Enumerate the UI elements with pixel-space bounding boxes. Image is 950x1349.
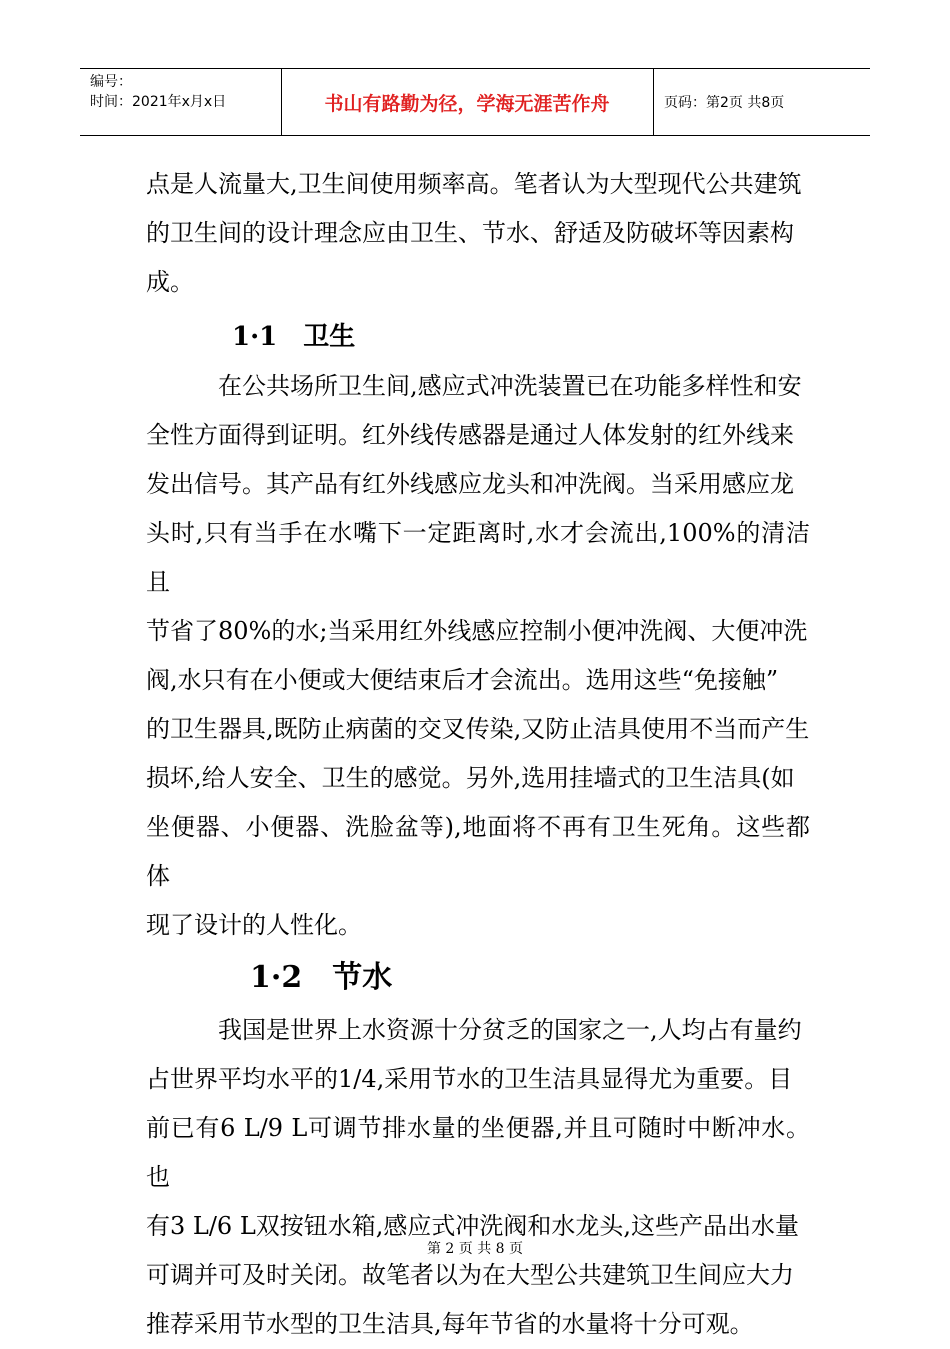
header-page-info: 页码：第2页 共8页	[664, 95, 785, 111]
document-body	[146, 160, 810, 1349]
intro-paragraph: 点是人流量大,卫生间使用频率高。笔者认为大型现代公共建筑 的卫生间的设计理念应由卫生、节水、舒适及防破坏等因素构 成。	[146, 170, 802, 296]
section-paragraph-water-saving: 我国是世界上水资源十分贫乏的国家之一,人均占有量约 占世界平均水平的1/4,采用节水的卫生洁具显得尤为重要。目 前已有6 L/9 L可调节排水量的坐便器,并且可随时中断冲水。也 有3 L/6 L双按钮水箱,感应式冲洗阀和水龙头,这些产品出水量 可调并可及时关闭。故笔者以为在大型公共建筑卫生间应大力 推荐采用节水型的卫生洁具,每年节省的水量将十分可观。	[146, 1016, 810, 1338]
document-time: 时间：2021年x月x日	[90, 94, 227, 110]
section-paragraph-sanitation: 在公共场所卫生间,感应式冲洗装置已在功能多样性和安 全性方面得到证明。红外线传感器是通过人体发射的红外线来 发出信号。其产品有红外线感应龙头和冲洗阀。当采用感应龙 头时,只有当手在水嘴下一定距离时,水才会流出,100%的清洁且 节省了80%的水;当采用红外线感应控制小便冲洗阀、大便冲洗 阀,水只有在小便或大便结束后才会流出。选用这些“免接触” 的卫生器具,既防止病菌的交叉传染,又防止洁具使用不当而产生 损坏,给人安全、卫生的感觉。另外,选用挂墙式的卫生洁具(如 坐便器、小便器、洗脸盆等),地面将不再有卫生死角。这些都体 现了设计的人性化。	[146, 372, 810, 939]
page-footer: 第 2 页 共 8 页	[426, 1241, 524, 1257]
header-meta	[90, 72, 226, 112]
header-divider-right	[653, 68, 654, 136]
section-heading-water-saving: 1·2 节水	[250, 960, 393, 995]
page-header-table	[80, 68, 870, 136]
document-code-label: 编号：	[90, 74, 132, 90]
section-heading-sanitation: 1·1 卫生	[232, 322, 356, 352]
header-motto: 书山有路勤为径，学海无涯苦作舟	[324, 92, 610, 115]
